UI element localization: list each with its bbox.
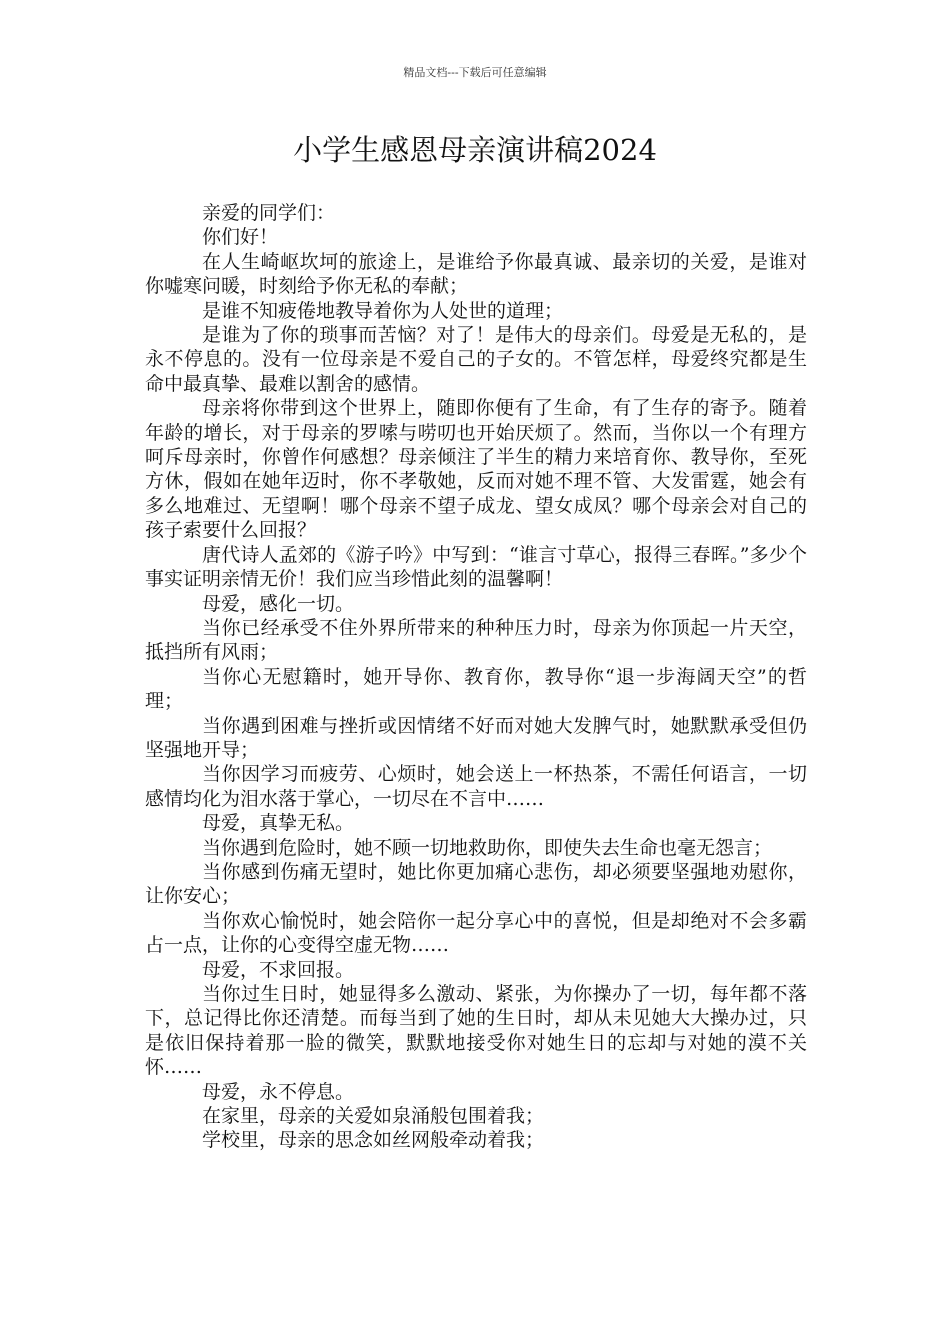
paragraph: 学校里，母亲的思念如丝网般牵动着我；	[202, 1129, 545, 1152]
paragraph: 当你因学习而疲劳、心烦时，她会送上一杯热茶，不需任何语言，一切感情均化为泪水落于掌心，一切尽在不言中……	[145, 763, 807, 810]
paragraph: 母爱，感化一切。	[202, 592, 355, 615]
document-title: 小学生感恩母亲演讲稿2024	[293, 133, 657, 167]
paragraph: 当你欢心愉悦时，她会陪你一起分享心中的喜悦，但是却绝对不会多霸占一点，让你的心变得空虚无物……	[145, 909, 807, 957]
document-body	[145, 201, 807, 1153]
paragraph: 是谁不知疲倦地教导着你为人处世的道理；	[202, 299, 564, 322]
paragraph: 你们好！	[202, 226, 279, 249]
paragraph: 当你感到伤痛无望时，她比你更加痛心悲伤，却必须要坚强地劝慰你，让你安心；	[145, 860, 807, 908]
paragraph: 当你过生日时，她显得多么激动、紧张，为你操办了一切，每年都不落下，总记得比你还清楚。而每当到了她的生日时，却从未见她大大操办过，只是依旧保持着那一脸的微笑，默默地接受你对她生日的忘却与对她的漠不关怀……	[145, 983, 807, 1079]
paragraph: 母爱，真挚无私。	[202, 812, 355, 835]
paragraph: 当你遇到危险时，她不顾一切地救助你，即使失去生命也毫无怨言；	[202, 836, 773, 859]
paragraph: 是谁为了你的琐事而苦恼？对了！是伟大的母亲们。母爱是无私的，是永不停息的。没有一位母亲是不爱自己的子女的。不管怎样，母爱终究都是生命中最真挚、最难以割舍的感情。	[145, 324, 807, 395]
paragraph: 当你遇到困难与挫折或因情绪不好而对她大发脾气时，她默默承受但仍坚强地开导；	[145, 714, 807, 761]
paragraph: 亲爱的同学们：	[202, 202, 336, 224]
header-note: 精品文档---下载后可任意编辑	[403, 66, 547, 79]
paragraph: 母爱，永不停息。	[202, 1080, 355, 1103]
paragraph: 唐代诗人孟郊的《游子吟》中写到：“谁言寸草心，报得三春晖。”多少个事实证明亲情无价！我们应当珍惜此刻的温馨啊！	[145, 543, 807, 591]
paragraph: 母亲将你带到这个世界上，随即你便有了生命，有了生存的寄予。随着年龄的增长，对于母亲的罗嗦与唠叨也开始厌烦了。然而，当你以一个有理方呵斥母亲时，你曾作何感想？母亲倾注了半生的精力来培育你、教导你，至死方休，假如在她年迈时，你不孝敬她，反而对她不理不管、大发雷霆，她会有多么地难过、无望啊！哪个母亲不望子成龙、望女成凤？哪个母亲会对自己的孩子索要什么回报？	[145, 397, 807, 542]
paragraph: 在人生崎岖坎坷的旅途上，是谁给予你最真诚、最亲切的关爱，是谁对你嘘寒问暖，时刻给予你无私的奉献；	[145, 250, 807, 298]
paragraph: 当你心无慰籍时，她开导你、教育你，教导你“退一步海阔天空”的哲理；	[145, 665, 807, 713]
paragraph: 在家里，母亲的关爱如泉涌般包围着我；	[202, 1105, 545, 1128]
paragraph: 当你已经承受不住外界所带来的种种压力时，母亲为你顶起一片天空，抵挡所有风雨；	[145, 616, 807, 664]
paragraph: 母爱，不求回报。	[202, 958, 355, 981]
